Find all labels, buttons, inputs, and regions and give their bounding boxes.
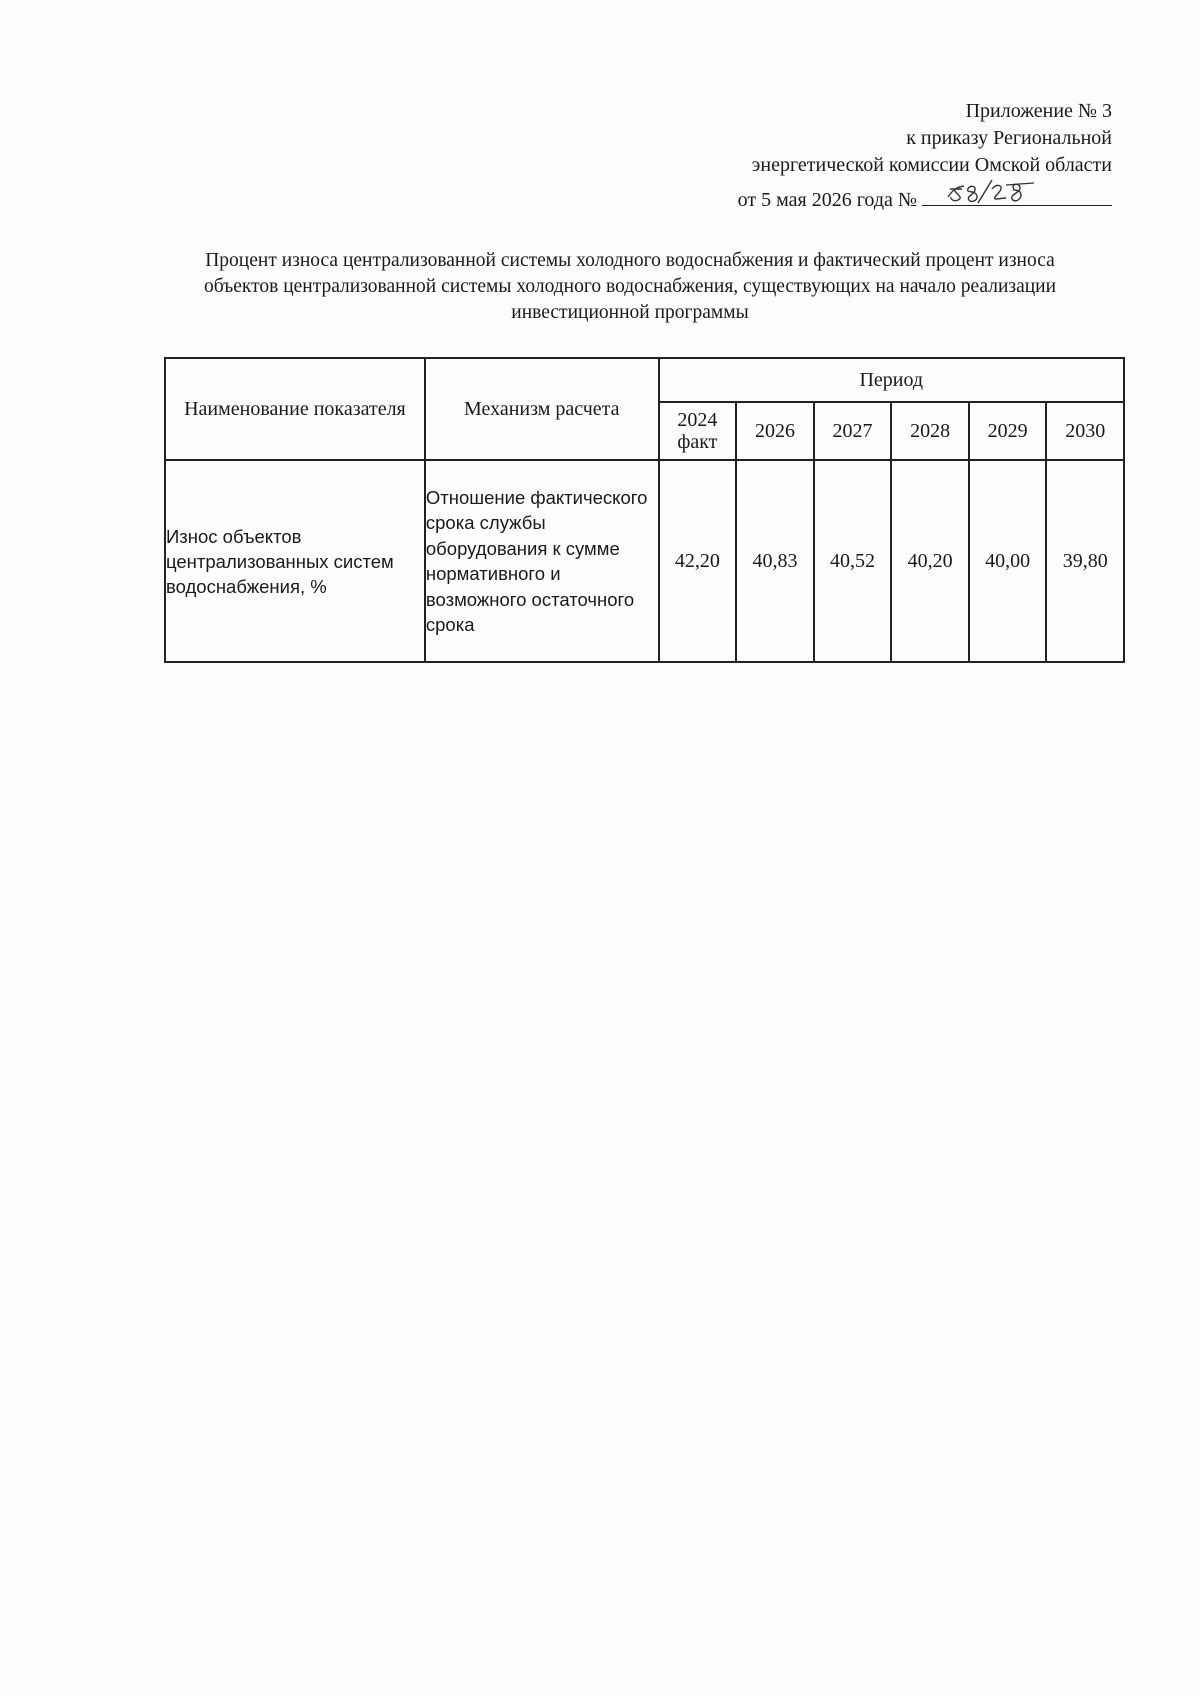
order-date-line xyxy=(692,179,1112,214)
header-year: 2028 xyxy=(891,402,969,460)
title-line-1: Процент износа централизованной системы холодного водоснабжения и фактический процент износа xyxy=(205,250,1055,271)
header-year: 2030 xyxy=(1046,402,1124,460)
value-cell: 39,80 xyxy=(1046,460,1124,662)
value-cell: 42,20 xyxy=(659,460,737,662)
appendix-label: Приложение № 3 xyxy=(965,100,1112,122)
title-line-2: объектов централизованной системы холодного водоснабжения, существующих на начало реализации xyxy=(203,276,1057,297)
value-cell: 40,00 xyxy=(969,460,1047,662)
order-reference: к приказу Региональной xyxy=(906,127,1112,149)
indicator-name-cell: Износ объектов централизованных систем водоснабжения, % xyxy=(165,460,425,662)
header-year: 2027 xyxy=(814,402,892,460)
header-year: 2024 факт xyxy=(659,402,737,460)
handwritten-order-number xyxy=(944,177,1044,205)
table-row xyxy=(165,460,1124,662)
appendix-header xyxy=(692,98,1112,214)
document-title xyxy=(160,248,1100,326)
header-year: 2026 xyxy=(736,402,814,460)
calculation-mechanism-cell: Отношение фактического срока службы оборудования к сумме нормативного и возможного остаточного срока xyxy=(425,460,659,662)
header-year: 2029 xyxy=(969,402,1047,460)
header-indicator-name: Наименование показателя xyxy=(165,358,425,460)
value-cell: 40,20 xyxy=(891,460,969,662)
header-period: Период xyxy=(659,358,1124,402)
value-cell: 40,52 xyxy=(814,460,892,662)
title-line-3: инвестиционной программы xyxy=(511,302,749,323)
header-calculation-mechanism: Механизм расчета xyxy=(425,358,659,460)
order-date: от 5 мая 2026 года № xyxy=(737,189,917,211)
depreciation-table xyxy=(164,357,1125,663)
commission-name: энергетической комиссии Омской области xyxy=(751,154,1112,176)
order-number-field xyxy=(922,179,1112,206)
table-header-row xyxy=(165,358,1124,402)
value-cell: 40,83 xyxy=(736,460,814,662)
